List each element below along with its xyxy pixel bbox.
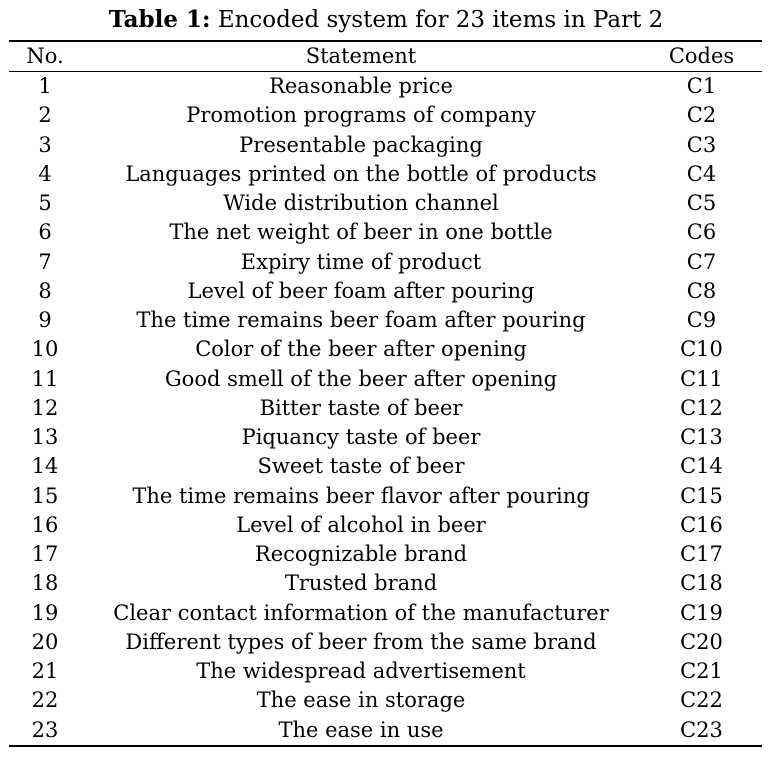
row-statement-cell: The widespread advertisement — [196, 659, 526, 684]
row-code-cell: C23 — [641, 716, 762, 746]
row-code-cell: C13 — [680, 425, 723, 450]
encoded-items-table — [9, 40, 762, 747]
table-caption-label: Table 1: — [108, 6, 211, 33]
table-row — [9, 394, 762, 423]
table-row — [9, 540, 762, 569]
row-number-cell: 22 — [31, 688, 59, 713]
row-number-cell: 17 — [31, 542, 59, 567]
table-body — [9, 72, 762, 746]
row-code-cell: C11 — [680, 366, 723, 391]
row-code-cell: C5 — [686, 191, 717, 216]
table-row — [9, 101, 762, 130]
row-statement-cell: Presentable packaging — [239, 132, 483, 157]
row-statement-cell: Recognizable brand — [254, 542, 468, 567]
table-row — [9, 160, 762, 189]
row-number-cell: 6 — [38, 220, 52, 245]
row-code-cell: C2 — [686, 103, 717, 128]
row-number-cell: 3 — [38, 132, 52, 157]
row-statement-cell: Languages printed on the bottle of products — [125, 161, 597, 186]
table-row — [9, 569, 762, 598]
row-number-cell: 13 — [31, 425, 59, 450]
row-number-cell: 14 — [31, 454, 59, 479]
row-number-cell: 20 — [31, 629, 59, 654]
row-number-cell: 12 — [31, 395, 59, 420]
row-statement-cell: Clear contact information of the manufacturer — [113, 600, 609, 625]
row-statement-cell: Different types of beer from the same brand — [125, 629, 597, 654]
row-number-cell: 8 — [38, 278, 52, 303]
row-statement-cell: Color of the beer after opening — [195, 337, 527, 362]
row-number-cell: 4 — [38, 161, 52, 186]
table-row — [9, 657, 762, 686]
row-code-cell: C6 — [686, 220, 717, 245]
row-statement-cell: Good smell of the beer after opening — [164, 366, 558, 391]
table-row — [9, 716, 762, 746]
row-code-cell: C10 — [680, 337, 723, 362]
row-code-cell: C17 — [680, 542, 723, 567]
row-code-cell: C22 — [680, 688, 723, 713]
table-row — [9, 218, 762, 247]
row-code-cell: C4 — [686, 161, 717, 186]
row-statement-cell: Trusted brand — [284, 571, 438, 596]
row-number-cell: 2 — [38, 103, 52, 128]
row-code-cell: C15 — [680, 483, 723, 508]
row-code-cell: C18 — [680, 571, 723, 596]
row-code-cell: C14 — [680, 454, 723, 479]
table-caption-text: Encoded system for 23 items in Part 2 — [217, 7, 664, 33]
row-statement-cell: The time remains beer foam after pouring — [136, 308, 586, 333]
table-row — [9, 599, 762, 628]
table-row — [9, 131, 762, 160]
row-statement-cell: The time remains beer flavor after pouring — [132, 483, 590, 508]
row-number-cell: 15 — [31, 483, 59, 508]
row-number-cell: 9 — [38, 308, 52, 333]
row-code-cell: C1 — [686, 74, 717, 99]
row-code-cell: C20 — [680, 629, 723, 654]
row-code-cell: C16 — [680, 512, 723, 537]
row-number-cell: 5 — [38, 191, 52, 216]
table-row — [9, 189, 762, 218]
row-statement-cell: Level of alcohol in beer — [236, 512, 486, 537]
row-code-cell: C3 — [686, 132, 717, 157]
row-statement-cell: The ease in use — [81, 716, 641, 746]
row-number-cell: 1 — [38, 74, 52, 99]
row-number-cell: 23 — [9, 716, 81, 746]
table-caption — [0, 4, 772, 36]
row-statement-cell: The net weight of beer in one bottle — [169, 220, 553, 245]
table-row — [9, 482, 762, 511]
table-row — [9, 628, 762, 657]
row-code-cell: C8 — [686, 278, 717, 303]
row-code-cell: C12 — [680, 395, 723, 420]
row-number-cell: 16 — [31, 512, 59, 537]
row-number-cell: 11 — [31, 366, 59, 391]
table-row — [9, 423, 762, 452]
table-row — [9, 72, 762, 102]
row-statement-cell: Sweet taste of beer — [257, 454, 465, 479]
column-header-statement: Statement — [81, 41, 641, 72]
table-header-row — [9, 41, 762, 72]
row-statement-cell: The ease in storage — [256, 688, 466, 713]
row-statement-cell: Promotion programs of company — [186, 103, 536, 128]
row-statement-cell: Expiry time of product — [240, 249, 482, 274]
row-number-cell: 10 — [31, 337, 59, 362]
table-row — [9, 277, 762, 306]
row-code-cell: C21 — [680, 659, 723, 684]
column-header-codes: Codes — [641, 41, 762, 72]
row-number-cell: 19 — [31, 600, 59, 625]
row-statement-cell: Wide distribution channel — [223, 191, 499, 216]
row-code-cell: C7 — [686, 249, 717, 274]
table-row — [9, 248, 762, 277]
row-code-cell: C9 — [686, 308, 717, 333]
column-header-no: No. — [9, 41, 81, 72]
table-row — [9, 511, 762, 540]
table-row — [9, 686, 762, 715]
row-statement-cell: Piquancy taste of beer — [241, 425, 481, 450]
row-number-cell: 21 — [31, 659, 59, 684]
row-statement-cell: Reasonable price — [269, 74, 453, 99]
row-number-cell: 7 — [38, 249, 52, 274]
row-number-cell: 18 — [31, 571, 59, 596]
row-code-cell: C19 — [680, 600, 723, 625]
row-statement-cell: Bitter taste of beer — [259, 395, 463, 420]
table-row — [9, 335, 762, 364]
table-row — [9, 452, 762, 481]
table-row — [9, 365, 762, 394]
table-row — [9, 306, 762, 335]
row-statement-cell: Level of beer foam after pouring — [187, 278, 535, 303]
